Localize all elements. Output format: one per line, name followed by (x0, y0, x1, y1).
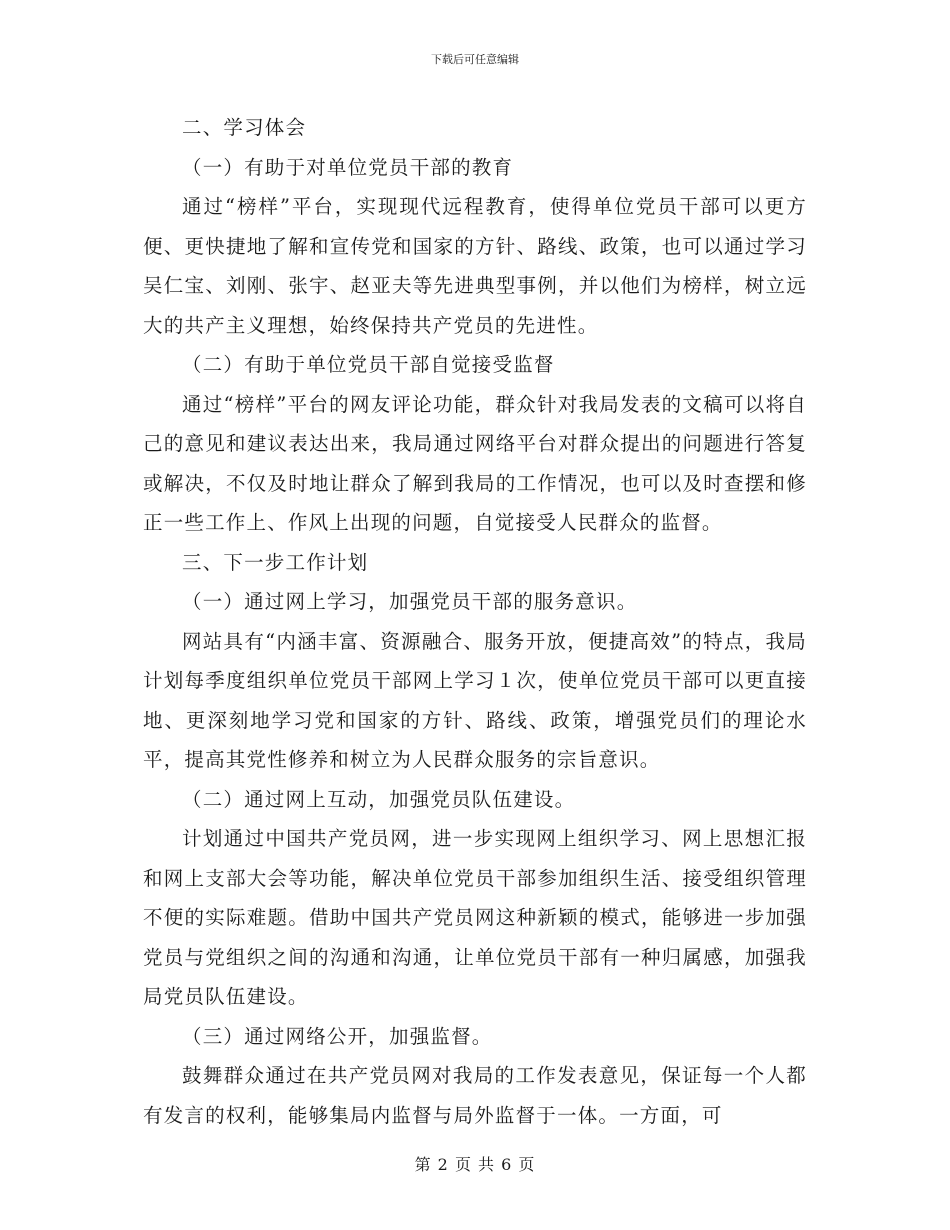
subsection-heading: （三）通过网络公开，加强监督。 (182, 1024, 493, 1048)
page-footer: 第 2 页 共 6 页 (414, 1155, 536, 1174)
subsection-heading: （二）有助于单位党员干部自觉接受监督 (182, 353, 555, 376)
subsection-heading: （二）通过网上互动，加强党员队伍建设。 (182, 787, 576, 811)
page-header: 下载后可任意编辑 (431, 53, 519, 66)
section-heading: 二、学习体会 (182, 116, 307, 139)
body-paragraph: 通过“榜样”平台，实现现代远程教育，使得单位党员干部可以更方便、更快捷地了解和宣传党和国家的方针、路线、政策，也可以通过学习吴仁宝、刘刚、张宇、赵亚夫等先进典型事例，并以他们为榜样，树立远大的共产主义理想，始终保持共产党员的先进性。 (143, 195, 807, 337)
section-heading: 三、下一步工作计划 (182, 550, 369, 574)
body-paragraph: 通过“榜样”平台的网友评论功能，群众针对我局发表的文稿可以将自己的意见和建议表达出来，我局通过网络平台对群众提出的问题进行答复或解决，不仅及时地让群众了解到我局的工作情况，也可以及时查摆和修正一些工作上、作风上出现的问题，自觉接受人民群众的监督。 (143, 392, 807, 534)
body-paragraph: 计划通过中国共产党员网，进一步实现网上组织学习、网上思想汇报和网上支部大会等功能，解决单位党员干部参加组织生活、接受组织管理不便的实际难题。借助中国共产党员网这种新颖的模式，能够进一步加强党员与党组织之间的沟通和沟通，让单位党员干部有一种归属感，加强我局党员队伍建设。 (143, 827, 807, 1008)
body-paragraph: 鼓舞群众通过在共产党员网对我局的工作发表意见，保证每一个人都有发言的权利，能够集局内监督与局外监督于一体。一方面，可 (143, 1064, 807, 1127)
subsection-heading: （一）有助于对单位党员干部的教育 (182, 155, 514, 179)
document-body (143, 108, 807, 1135)
body-paragraph: 网站具有“内涵丰富、资源融合、服务开放，便捷高效”的特点，我局计划每季度组织单位党员干部网上学习１次，使单位党员干部可以更直接地、更深刻地学习党和国家的方针、路线、政策，增强党员们的理论水平，提高其党性修养和树立为人民群众服务的宗旨意识。 (143, 629, 807, 771)
subsection-heading: （一）通过网上学习，加强党员干部的服务意识。 (182, 590, 638, 613)
